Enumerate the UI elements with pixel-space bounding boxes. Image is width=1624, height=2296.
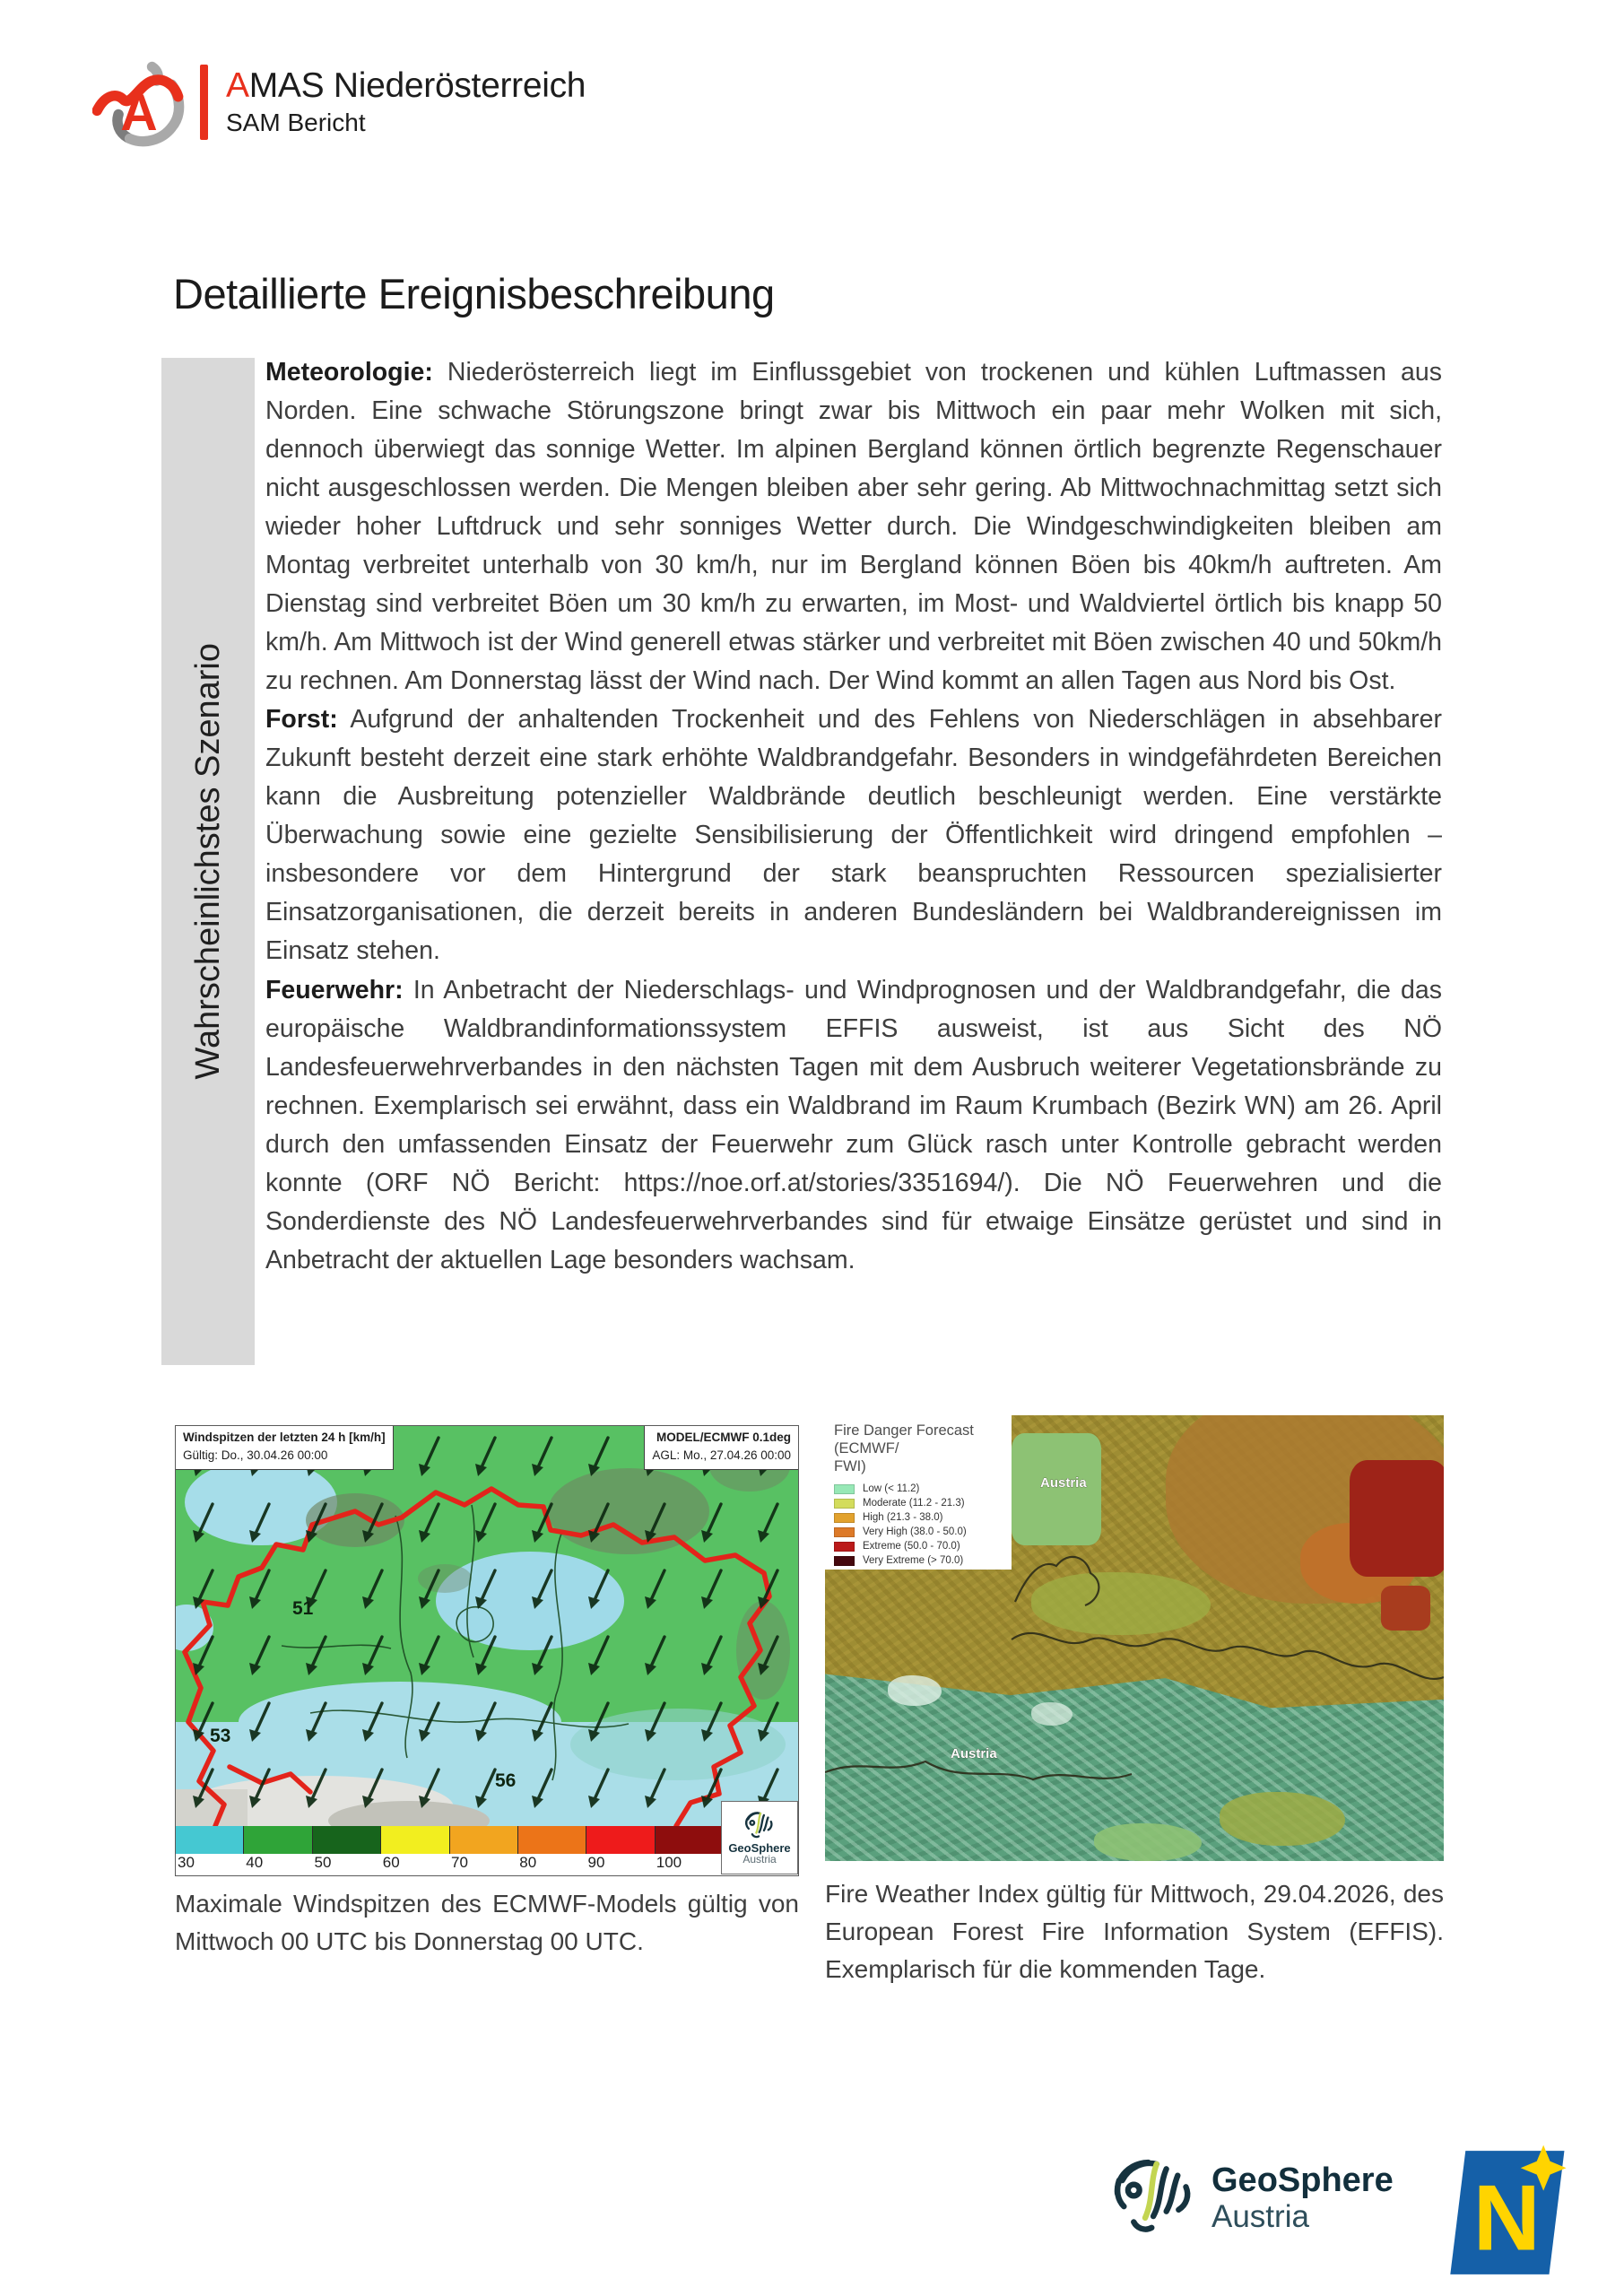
amas-logo-icon: [92, 56, 186, 149]
colorbar-segment: [243, 1826, 311, 1854]
wind-map-figure: [175, 1425, 799, 1961]
geosphere-logo: [1109, 2154, 1394, 2244]
scenario-sidebar: [161, 358, 255, 1365]
paragraph-label: Forst:: [265, 705, 338, 735]
geosphere-logo-text: [1211, 2163, 1394, 2235]
colorbar-tick: 40: [246, 1854, 264, 1871]
wind-value-label: 53: [210, 1726, 231, 1746]
legend-label: Extreme (50.0 - 70.0): [863, 1541, 960, 1552]
colorbar-segment: [449, 1826, 517, 1854]
wind-map-title: Windspitzen der letzten 24 h [km/h]: [183, 1431, 386, 1444]
colorbar-tick: 80: [519, 1854, 537, 1871]
fwi-legend-row: [834, 1555, 1006, 1566]
page-title: Detaillierte Ereignisbeschreibung: [173, 270, 775, 317]
niederoesterreich-logo: [1450, 2149, 1568, 2281]
fwi-map-caption: Fire Weather Index gültig für Mittwoch, 29.04.2026, des European Forest Fire Information System (EFFIS). Exemplarisch für die kommenden Tage.: [825, 1880, 1444, 1983]
legend-label: Low (< 11.2): [863, 1483, 920, 1495]
colorbar-tick: 90: [587, 1854, 605, 1871]
fwi-map-figure: [825, 1415, 1444, 1988]
geosphere-box-country: Austria: [743, 1853, 777, 1866]
colorbar-tick: 50: [314, 1854, 332, 1871]
colorbar-tick: 30: [178, 1854, 195, 1871]
wind-map-frame: [175, 1425, 799, 1876]
geosphere-box-name: GeoSphere: [728, 1840, 791, 1855]
fwi-country-label: Austria: [951, 1746, 997, 1761]
brand-title-rest: MAS Niederösterreich: [248, 65, 586, 105]
wind-map-model-label: MODEL/ECMWF 0.1deg: [656, 1431, 791, 1444]
paragraph-text: Aufgrund der anhaltenden Trockenheit und des Fehlens von Niederschlägen in absehbarer Zukunft besteht derzeit eine stark erhöhte Waldbrandgefahr. Besonders in windgefährdeten Bereichen kann die Ausbreitung potenzieller Waldbrände deutlich beschleunigt werden. Eine verstärkte Überwachung sowie eine gezielte Sensibilisierung der Öffentlichkeit wird dringend empfohlen – insbesondere vor dem Hintergrund der stark beanspruchten Ressourcen spezialisierter Einsatzorganisationen, die derzeit bereits in anderen Bundesländern bei Waldbrandereignissen im Einsatz stehen.: [265, 705, 1442, 966]
fwi-legend-title-line1: Fire Danger Forecast (ECMWF/: [834, 1422, 974, 1457]
fwi-country-label: Austria: [1040, 1475, 1087, 1491]
legend-swatch: [834, 1484, 855, 1494]
wind-value-label: 56: [495, 1770, 517, 1791]
legend-swatch: [834, 1499, 855, 1509]
legend-swatch: [834, 1542, 855, 1552]
fwi-legend-row: [834, 1512, 1006, 1523]
paragraph-label: Feuerwehr:: [265, 975, 404, 1004]
legend-label: Moderate (11.2 - 21.3): [863, 1498, 965, 1509]
fwi-map-image: [825, 1415, 1444, 1861]
legend-label: Very High (38.0 - 50.0): [863, 1526, 967, 1538]
brand-subtitle: SAM Bericht: [226, 109, 366, 137]
paragraph-forst: [265, 700, 1442, 970]
colorbar-tick: 70: [451, 1854, 468, 1871]
svg-text:A: A: [120, 84, 158, 143]
fwi-legend-title: [834, 1422, 1006, 1475]
fwi-legend-row: [834, 1483, 1006, 1494]
fwi-legend: [825, 1415, 1012, 1570]
scenario-sidebar-label: Wahrscheinlichstes Szenario: [188, 643, 227, 1080]
geosphere-icon: [743, 1810, 776, 1842]
event-description: [265, 353, 1442, 1280]
wind-map-caption: Maximale Windspitzen des ECMWF-Models gültig von Mittwoch 00 UTC bis Donnerstag 00 UTC.: [175, 1890, 799, 1955]
geosphere-logo-country: Austria: [1211, 2198, 1309, 2234]
wind-colorbar: [176, 1826, 723, 1854]
fwi-legend-row: [834, 1498, 1006, 1509]
brand-header: [92, 56, 586, 149]
paragraph-meteorologie: [265, 353, 1442, 700]
wind-arrow-field: [176, 1426, 798, 1826]
wind-map-model-box: [644, 1426, 798, 1470]
colorbar-segment: [380, 1826, 448, 1854]
wind-map-title-box: [176, 1426, 394, 1470]
legend-swatch: [834, 1513, 855, 1523]
colorbar-segment: [517, 1826, 586, 1854]
wind-map-canvas: [176, 1426, 798, 1826]
wind-value-label: 51: [292, 1598, 314, 1619]
wind-map-logo-box: [721, 1801, 798, 1874]
paragraph-text: Niederösterreich liegt im Einflussgebiet von trockenen und kühlen Luftmassen aus Norden. Eine schwache Störungszone bringt zwar bis Mittwoch ein paar mehr Wolken mit sich, dennoch überwiegt das sonnige Wetter. Im alpinen Bergland können örtlich begrenzte Regenschauer nicht ausgeschlossen werden. Die Mengen bleiben aber sehr gering. Ab Mittwochnachmittag setzt sich wieder hoher Luftdruck und sehr sonniges Wetter durch. Die Windgeschwindigkeiten bleiben am Montag verbreitet unterhalb von 30 km/h, nur im Bergland können Böen bis 40km/h auftreten. Am Dienstag sind verbreitet Böen um 30 km/h zu erwarten, im Most- und Waldviertel örtlich bis knapp 50 km/h. Am Mittwoch ist der Wind generell etwas stärker und verbreitet mit Böen zwischen 40 und 50km/h zu rechnen. Am Donnerstag lässt der Wind nach. Der Wind kommt an allen Tagen aus Nord bis Ost.: [265, 358, 1443, 696]
colorbar-segment: [312, 1826, 380, 1854]
geosphere-logo-name: GeoSphere: [1211, 2161, 1394, 2199]
paragraph-text: In Anbetracht der Niederschlags- und Windprognosen und der Waldbrandgefahr, die das europäische Waldbrandinformationssystem EFFIS ausweist, ist aus Sicht des NÖ Landesfeuerwehrverbandes in den nächsten Tagen mit dem Ausbruch weiterer Vegetationsbrände zu rechnen. Exemplarisch sei erwähnt, dass ein Waldbrand im Raum Krumbach (Bezirk WN) am 26. April durch den umfassenden Einsatz der Feuerwehr zum Glück rasch unter Kontrolle gebracht werden konnte (ORF NÖ Bericht: https://noe.orf.at/stories/3351694/). Die NÖ Feuerwehren und die Sonderdienste des NÖ Landesfeuerwehrverbandes sind für etwaige Einsätze gerüstet und sind in Anbetracht der aktuellen Lage besonders wachsam.: [265, 975, 1443, 1274]
wind-map-run-label: AGL: Mo., 27.04.26 00:00: [652, 1448, 791, 1463]
fwi-legend-title-line2: FWI): [834, 1457, 866, 1474]
colorbar-segment: [176, 1826, 243, 1854]
legend-swatch: [834, 1527, 855, 1537]
paragraph-label: Meteorologie:: [265, 358, 433, 387]
geosphere-logo-icon: [1109, 2154, 1199, 2244]
legend-swatch: [834, 1556, 855, 1566]
brand-title: [226, 67, 586, 106]
brand-divider: [200, 65, 208, 140]
wind-colorbar-wrap: [176, 1826, 723, 1875]
legend-label: Very Extreme (> 70.0): [863, 1555, 964, 1567]
noe-logo-icon: [1450, 2149, 1568, 2276]
colorbar-segment: [655, 1826, 723, 1854]
wind-map-valid-label: Gültig: Do., 30.04.26 00:00: [183, 1448, 328, 1463]
wind-colorbar-ticks: [176, 1854, 723, 1875]
fwi-legend-row: [834, 1526, 1006, 1537]
brand-text: [226, 67, 586, 138]
fwi-legend-row: [834, 1541, 1006, 1552]
noe-logo-letter: N: [1472, 2166, 1541, 2271]
wind-map-image: [176, 1426, 798, 1826]
colorbar-segment: [586, 1826, 654, 1854]
legend-label: High (21.3 - 38.0): [863, 1512, 943, 1524]
colorbar-tick: 100: [656, 1854, 682, 1871]
colorbar-tick: 60: [382, 1854, 400, 1871]
paragraph-feuerwehr: [265, 971, 1442, 1280]
brand-title-accent: A: [226, 65, 249, 105]
